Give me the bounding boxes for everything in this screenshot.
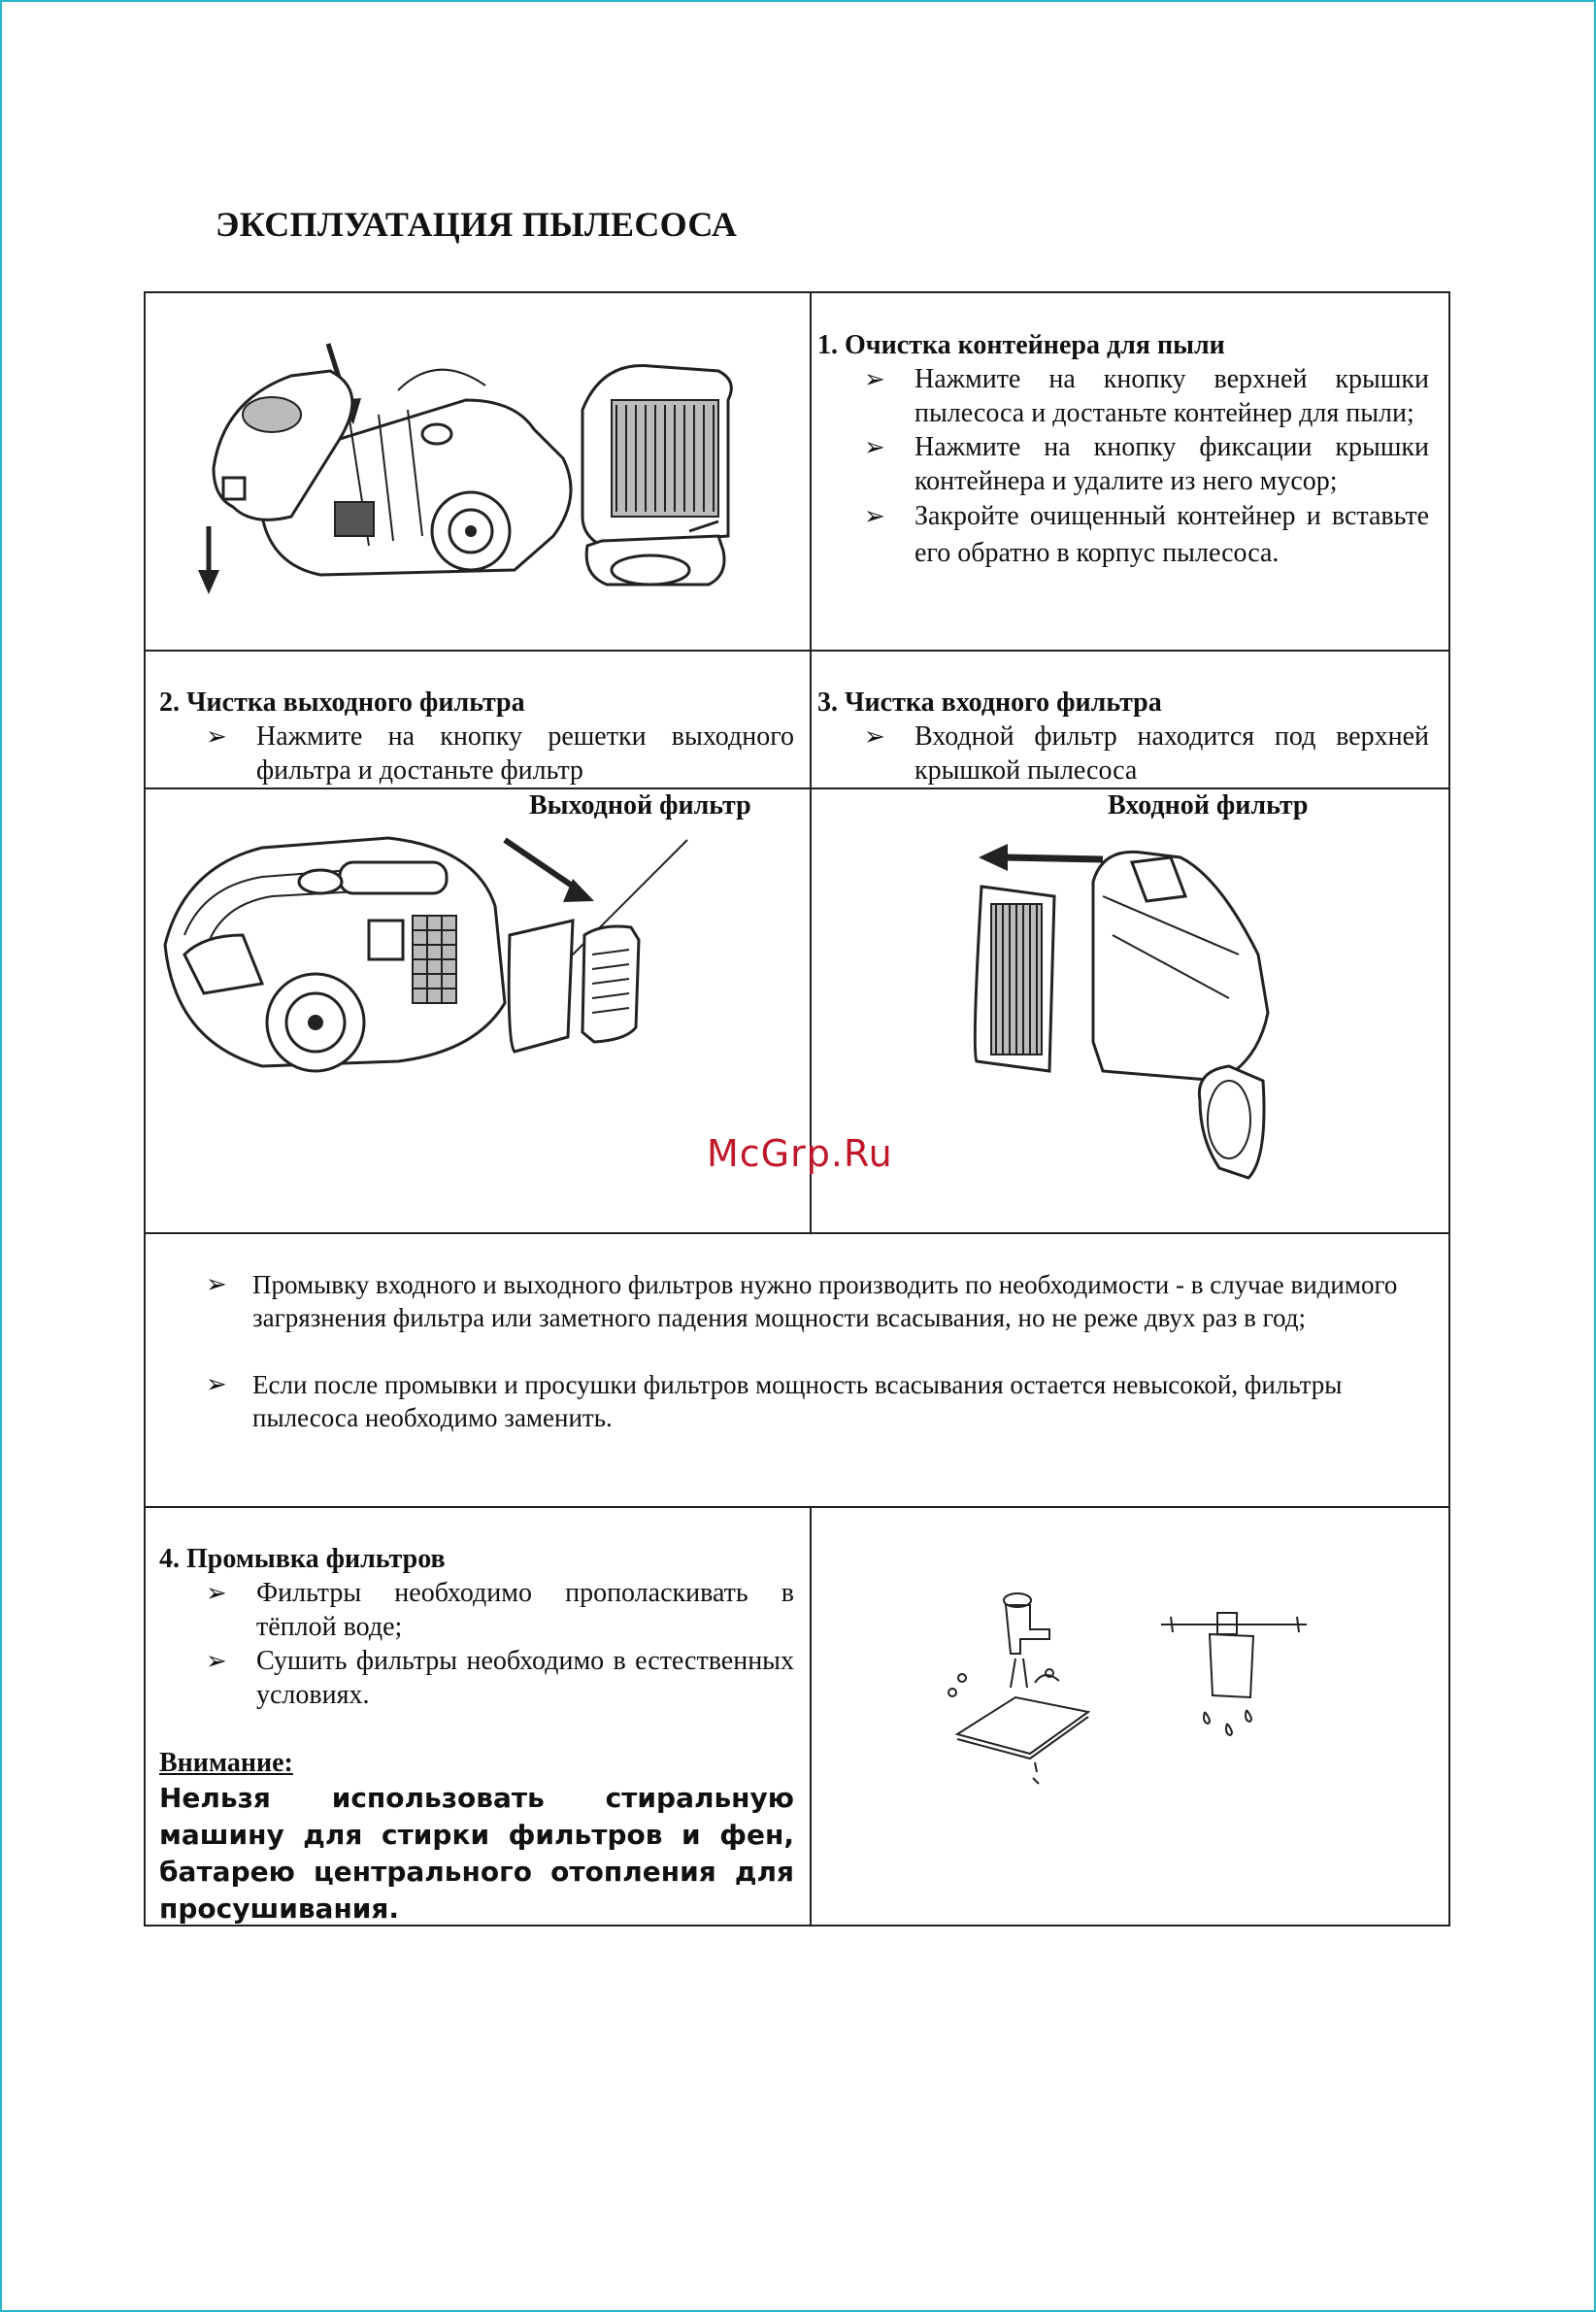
section1-heading: 1. Очистка контейнера для пыли (817, 330, 1225, 360)
list-item: ➢ Нажмите на кнопку решетки выходного фильтра и достаньте фильтр (206, 721, 794, 786)
arrowhead-bullet-icon: ➢ (206, 1270, 227, 1298)
list-item: ➢ Входной фильтр находится под верхней крышкой пылесоса (864, 721, 1429, 786)
arrowhead-bullet-icon: ➢ (864, 722, 885, 751)
washing-illustration-cell (812, 1508, 1448, 1925)
arrowhead-bullet-icon: ➢ (206, 1370, 227, 1398)
section1-text-cell (817, 328, 1429, 572)
list-item: ➢ Сушить фильтры необходимо в естественных условиях. (206, 1646, 794, 1710)
section3-text-cell (817, 686, 1429, 787)
arrowhead-bullet-icon: ➢ (864, 502, 885, 530)
arrowhead-bullet-icon: ➢ (206, 1579, 227, 1607)
section3-heading: 3. Чистка входного фильтра (817, 687, 1162, 718)
container-illustration-cell (146, 293, 810, 650)
section4-text-cell (159, 1542, 794, 1927)
table-divider-row1 (146, 650, 1448, 652)
section2-heading: 2. Чистка выходного фильтра (159, 687, 525, 718)
watermark: McGrp.Ru (707, 1132, 893, 1175)
section2-text-cell (159, 686, 794, 787)
section4-list (159, 1576, 794, 1712)
vacuum-open-lid-illustration (146, 293, 810, 650)
arrowhead-bullet-icon: ➢ (864, 433, 885, 461)
arrowhead-bullet-icon: ➢ (206, 1647, 227, 1675)
notes-cell (159, 1268, 1421, 1434)
notes-list (159, 1268, 1421, 1434)
arrowhead-bullet-icon: ➢ (206, 722, 227, 751)
page-title: ЭКСПЛУАТАЦИЯ ПЫЛЕСОСА (216, 205, 738, 244)
filter-washing-drying-illustration (812, 1508, 1448, 1925)
list-item: ➢ Если после промывки и просушки фильтров мощность всасывания остается невысокой, фильтры пылесоса необходимо заменить. (206, 1370, 1343, 1432)
section4-heading: 4. Промывка фильтров (159, 1544, 446, 1574)
warning-label: Внимание: (159, 1748, 293, 1778)
list-item: ➢ Нажмите на кнопку фиксации крышки контейнера и удалите из него мусор; (864, 432, 1429, 496)
section1-list (817, 362, 1429, 572)
instruction-table (144, 291, 1450, 1927)
arrowhead-bullet-icon: ➢ (864, 365, 885, 393)
list-item: ➢ Промывку входного и выходного фильтров нужно производить по необходимости - в случае видимого загрязнения фильтра или заметного падения мощности всасывания, но не реже двух раз в год; (206, 1270, 1398, 1332)
section2-list (159, 720, 794, 787)
vacuum-inlet-filter-illustration (812, 789, 1448, 1232)
inlet-filter-illustration-cell (812, 789, 1448, 1232)
list-item: ➢ Закройте очищенный контейнер и вставьте его обратно в корпус пылесоса. (817, 498, 1429, 572)
table-divider-row3 (146, 1232, 1448, 1234)
inlet-filter-caption: Входной фильтр (1108, 790, 1309, 821)
section3-list (817, 720, 1429, 787)
outlet-filter-caption: Выходной фильтр (529, 790, 751, 821)
list-item: ➢ Нажмите на кнопку верхней крышки пылесоса и достаньте контейнер для пыли; (864, 364, 1429, 428)
warning-text: Нельзя использовать стиральную машину для стирки фильтров и фен, батарею центрального отопления для просушивания. (159, 1782, 794, 1925)
list-item: ➢ Фильтры необходимо прополаскивать в тёплой воде; (206, 1578, 794, 1642)
